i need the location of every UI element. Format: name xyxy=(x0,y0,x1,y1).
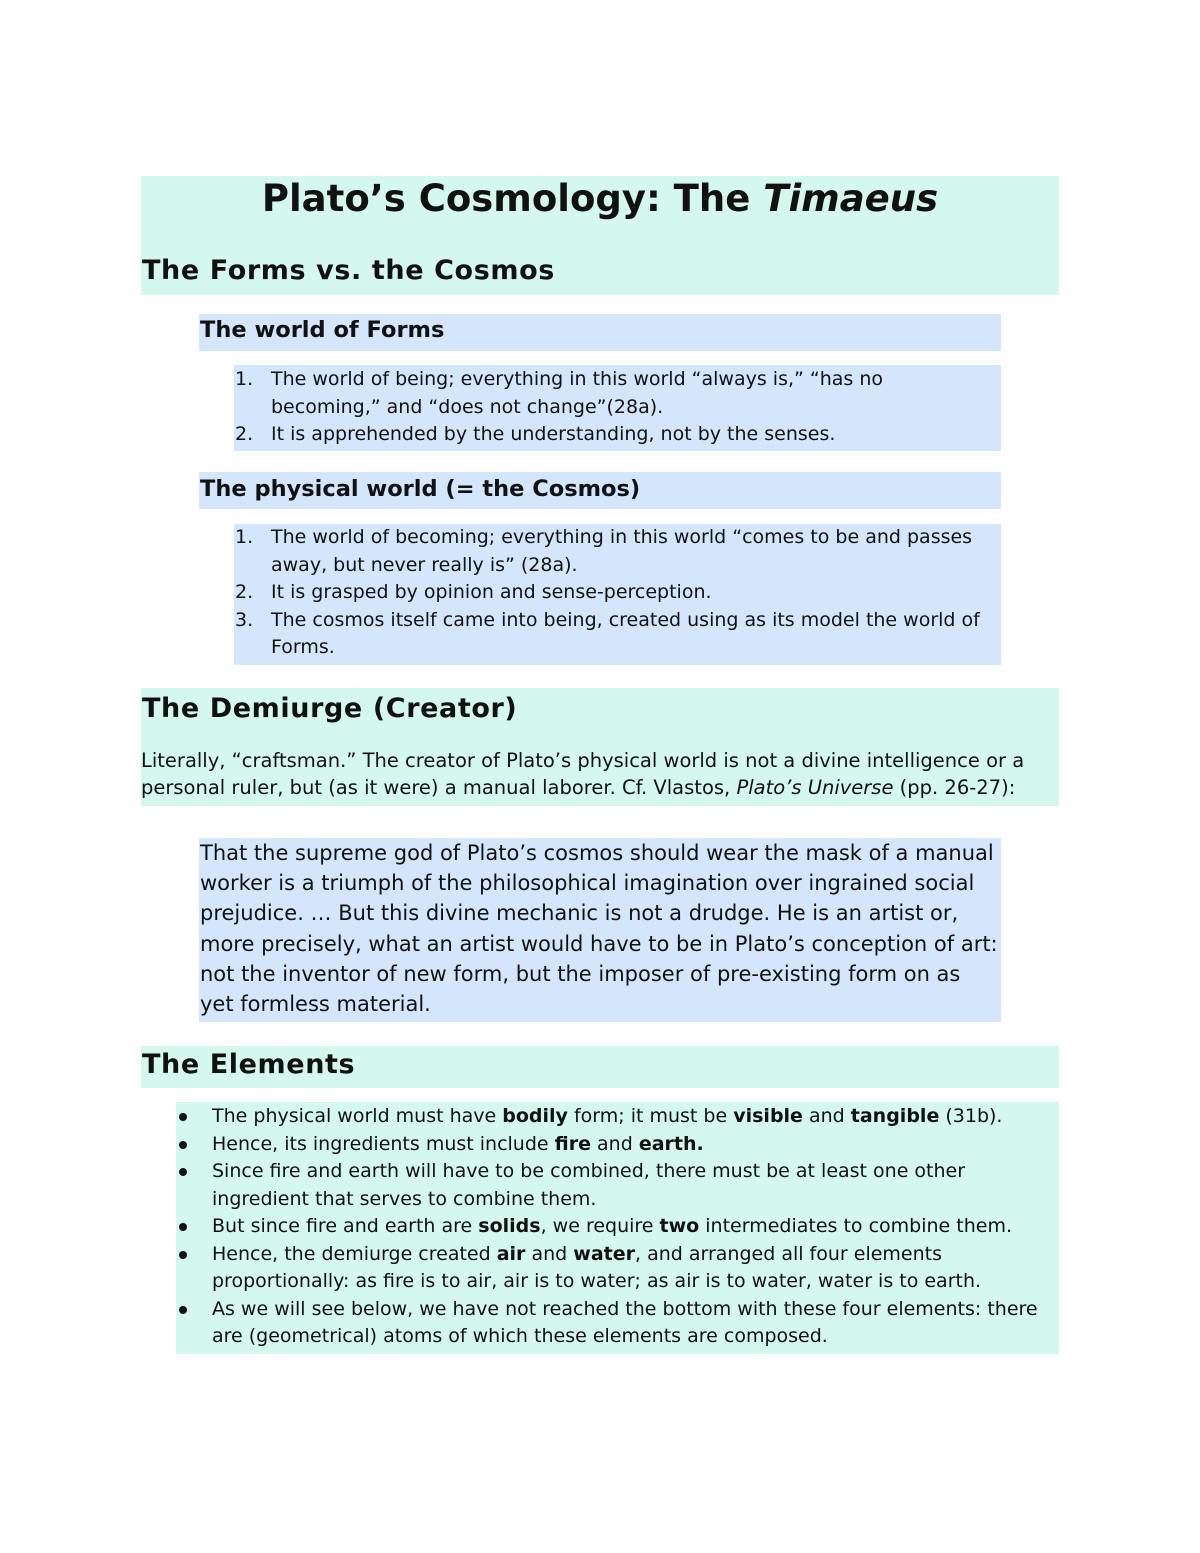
section-heading-elements: The Elements xyxy=(142,1049,356,1080)
page-title: Plato’s Cosmology: The Timaeus xyxy=(261,177,939,220)
subheading-physical-world: The physical world (= the Cosmos) xyxy=(200,476,641,502)
section-heading-demiurge: The Demiurge (Creator) xyxy=(142,693,518,724)
list-item: But since fire and earth are solids, we require two intermediates to combine them. xyxy=(177,1213,1052,1241)
list-item: 1. The world of becoming; everything in this world “comes to be and passes away, but never really is” (28a). xyxy=(235,526,973,576)
list-item: 2. It is grasped by opinion and sense-perception. xyxy=(235,581,712,603)
subheading-world-of-forms: The world of Forms xyxy=(200,317,445,343)
list-item: Since fire and earth will have to be combined, there must be at least one other ingredient that serves to combine them. xyxy=(177,1158,1052,1213)
bullet-icon xyxy=(179,1168,187,1176)
list-item: As we will see below, we have not reached the bottom with these four elements: there are (geometrical) atoms of which these elements are composed. xyxy=(177,1296,1052,1351)
bullet-icon xyxy=(179,1113,187,1121)
demiurge-paragraph: Literally, “craftsman.” The creator of Plato’s physical world is not a divine intelligence or a personal ruler, but (as it were) a manual laborer. Cf. Vlastos, Plato’s Universe (pp. 26-27): xyxy=(141,749,1025,799)
list-item: The physical world must have bodily form; it must be visible and tangible (31b). xyxy=(177,1103,1052,1131)
section-heading-forms-vs-cosmos: The Forms vs. the Cosmos xyxy=(142,255,555,286)
bullet-icon xyxy=(179,1141,187,1149)
bullet-icon xyxy=(179,1306,187,1314)
elements-list xyxy=(177,1103,1052,1351)
list-item: Hence, the demiurge created air and water, and arranged all four elements proportionally: as fire is to air, air is to water; as air is to water, water is to earth. xyxy=(177,1241,1052,1296)
list-item: 2. It is apprehended by the understanding, not by the senses. xyxy=(235,423,836,445)
bullet-icon xyxy=(179,1251,187,1259)
vlastos-quote: That the supreme god of Plato’s cosmos should wear the mask of a manual worker is a triumph of the philosophical imagination over ingrained social prejudice. … But this divine mechanic is not a drudge. He is an artist or, more precisely, what an artist would have to be in Plato’s conception of art: not the inventor of new form, but the imposer of pre-existing form on as yet formless material. xyxy=(200,841,998,1017)
bullet-icon xyxy=(179,1223,187,1231)
physical-list xyxy=(235,524,1001,662)
forms-list xyxy=(235,366,925,449)
list-item: Hence, its ingredients must include fire and earth. xyxy=(177,1131,1052,1159)
list-item: 3. The cosmos itself came into being, created using as its model the world of Forms. xyxy=(235,608,980,658)
list-item: 1. The world of being; everything in this world “always is,” “has no becoming,” and “does not change”(28a). xyxy=(235,368,884,418)
